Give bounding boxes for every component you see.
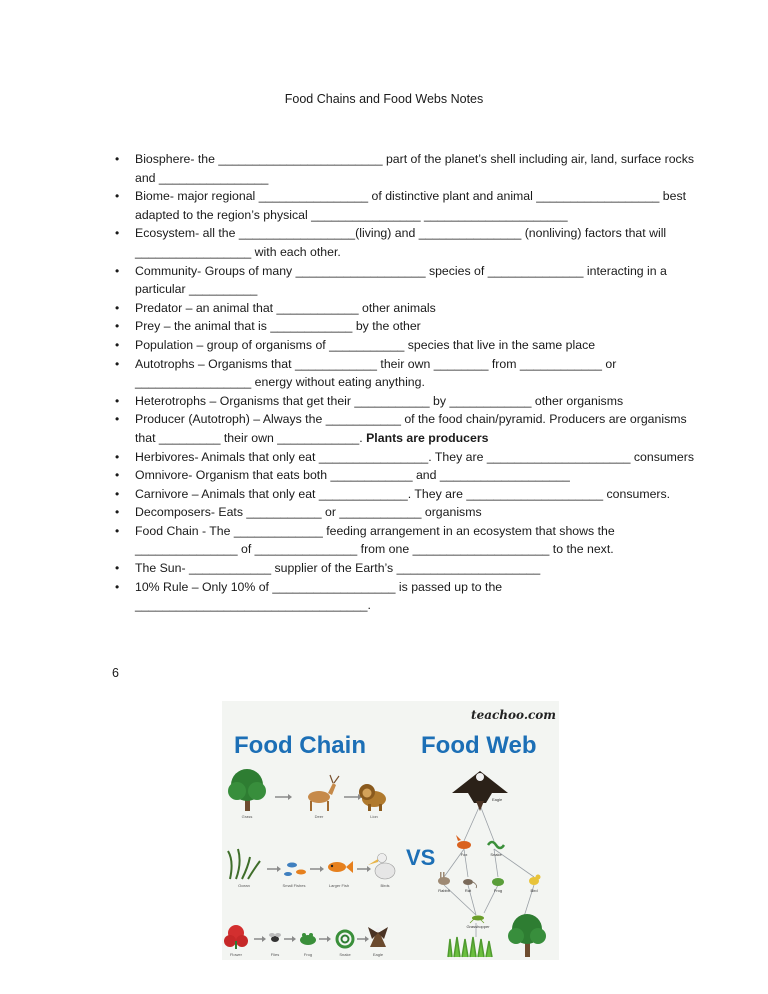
- arrow-icon: [344, 794, 362, 800]
- chain-row-2: [228, 849, 395, 888]
- snake-icon: [488, 842, 504, 848]
- list-item: • Herbivores- Animals that only eat ________________. They are _____________________ consumers: [135, 448, 695, 467]
- list-item: • Community- Groups of many ___________________ species of ______________ interacting in a particular __________: [135, 262, 695, 299]
- web-label-bird: Bird: [530, 888, 538, 893]
- web-label-eagle: Eagle: [492, 797, 503, 802]
- list-item: • Ecosystem- all the _________________(living) and _______________ (nonliving) factors that will _________________ with each other.: [135, 224, 695, 261]
- chain-label: Birds: [380, 883, 390, 888]
- list-item: • Biome- major regional ________________ of distinctive plant and animal __________________ best adapted to the region’s physical ________________ _____________________: [135, 187, 695, 224]
- arrow-icon: [275, 794, 292, 800]
- arrow-icon: [310, 866, 324, 872]
- web-label-fox: Fox: [460, 852, 468, 857]
- watermark-text: teachoo.com: [471, 708, 556, 722]
- arrow-icon: [284, 936, 296, 942]
- snake-icon: [337, 931, 353, 947]
- list-item: • Omnivore- Organism that eats both ____________ and ___________________: [135, 466, 695, 485]
- seaweed-icon: [228, 849, 260, 879]
- large-fish-icon: [328, 861, 353, 873]
- chain-label: Lion: [370, 814, 378, 819]
- chain-row-3: [224, 925, 388, 957]
- list-item: • Predator – an animal that ____________ other animals: [135, 299, 695, 318]
- rabbit-icon: [438, 872, 450, 885]
- pelican-icon: [368, 854, 395, 880]
- arrow-icon: [357, 936, 369, 942]
- list-item: • Food Chain - The _____________ feeding arrangement in an ecosystem that shows the _______________ of _______________ from one ____________________ to the next.: [135, 522, 695, 559]
- eagle-icon: [368, 927, 388, 947]
- chain-label: Grass: [241, 814, 253, 819]
- chain-label: Eagle: [372, 952, 384, 957]
- fly-icon: [269, 933, 281, 942]
- list-item: • Biosphere- the ________________________ part of the planet’s shell including air, land, surface rocks and ________________: [135, 150, 695, 187]
- page-title: Food Chains and Food Webs Notes: [284, 92, 484, 106]
- chain-row-1: [228, 769, 386, 819]
- list-item: • Heterotrophs – Organisms that get their ___________ by ____________ other organisms: [135, 392, 695, 411]
- bold-emphasis: Plants are producers: [366, 430, 489, 445]
- web-label-rabbit: Rabbit: [438, 888, 450, 893]
- chain-label: Flower: [229, 952, 243, 957]
- chain-label: Larger Fish: [328, 883, 350, 888]
- small-fish-icon: [284, 863, 306, 877]
- arrow-icon: [267, 866, 281, 872]
- web-label-rat: Rat: [464, 888, 472, 893]
- frog-icon: [300, 933, 316, 945]
- food-chain-vs-food-web-figure: [222, 701, 559, 960]
- chain-label: Frog: [303, 952, 313, 957]
- page-number: 6: [112, 666, 119, 680]
- tree-icon: [228, 769, 266, 811]
- list-item: • Population – group of organisms of ___________ species that live in the same place: [135, 336, 695, 355]
- grasshopper-icon: [470, 916, 484, 924]
- web-label-frog: Frog: [493, 888, 503, 893]
- vs-label: VS: [406, 845, 436, 870]
- arrow-icon: [254, 936, 266, 942]
- web-label-grasshopper: Grasshopper: [466, 924, 490, 929]
- chain-label: Snake: [339, 952, 351, 957]
- deer-icon: [308, 775, 339, 811]
- heading-food-web: Food Web: [421, 732, 537, 759]
- lion-icon: [359, 784, 386, 811]
- bird-icon: [529, 875, 541, 886]
- grass-icon: [448, 937, 492, 957]
- list-item: • Carnivore – Animals that only eat _____________. They are ____________________ consumers.: [135, 485, 695, 504]
- list-item: • Decomposers- Eats ___________ or ____________ organisms: [135, 503, 695, 522]
- list-item: • Producer (Autotroph) – Always the ___________ of the food chain/pyramid. Producers are organisms that _________ their own ____________. Plants are producers: [135, 410, 695, 447]
- notes-list: [135, 150, 695, 615]
- chain-label: Small Fishes: [282, 883, 306, 888]
- list-item: • Autotrophs – Organisms that ____________ their own ________ from ____________ or _________________ energy without eating anything.: [135, 355, 695, 392]
- fox-icon: [456, 835, 471, 849]
- arrow-icon: [319, 936, 331, 942]
- chain-label: Flies: [270, 952, 280, 957]
- chain-label: Ocean: [238, 883, 250, 888]
- list-item: • The Sun- ____________ supplier of the Earth’s _____________________: [135, 559, 695, 578]
- chain-label: Deer: [314, 814, 324, 819]
- list-item: • Prey – the animal that is ____________ by the other: [135, 317, 695, 336]
- arrow-icon: [357, 866, 371, 872]
- eagle-icon: [452, 771, 508, 811]
- frog-icon: [492, 878, 504, 886]
- heading-food-chain: Food Chain: [234, 732, 366, 759]
- flower-icon: [224, 925, 248, 949]
- tree-icon: [508, 914, 546, 957]
- rat-icon: [463, 879, 477, 888]
- food-web: [438, 771, 546, 957]
- list-item: • 10% Rule – Only 10% of __________________ is passed up to the __________________________________.: [135, 578, 695, 615]
- web-label-snake: Snake: [490, 852, 502, 857]
